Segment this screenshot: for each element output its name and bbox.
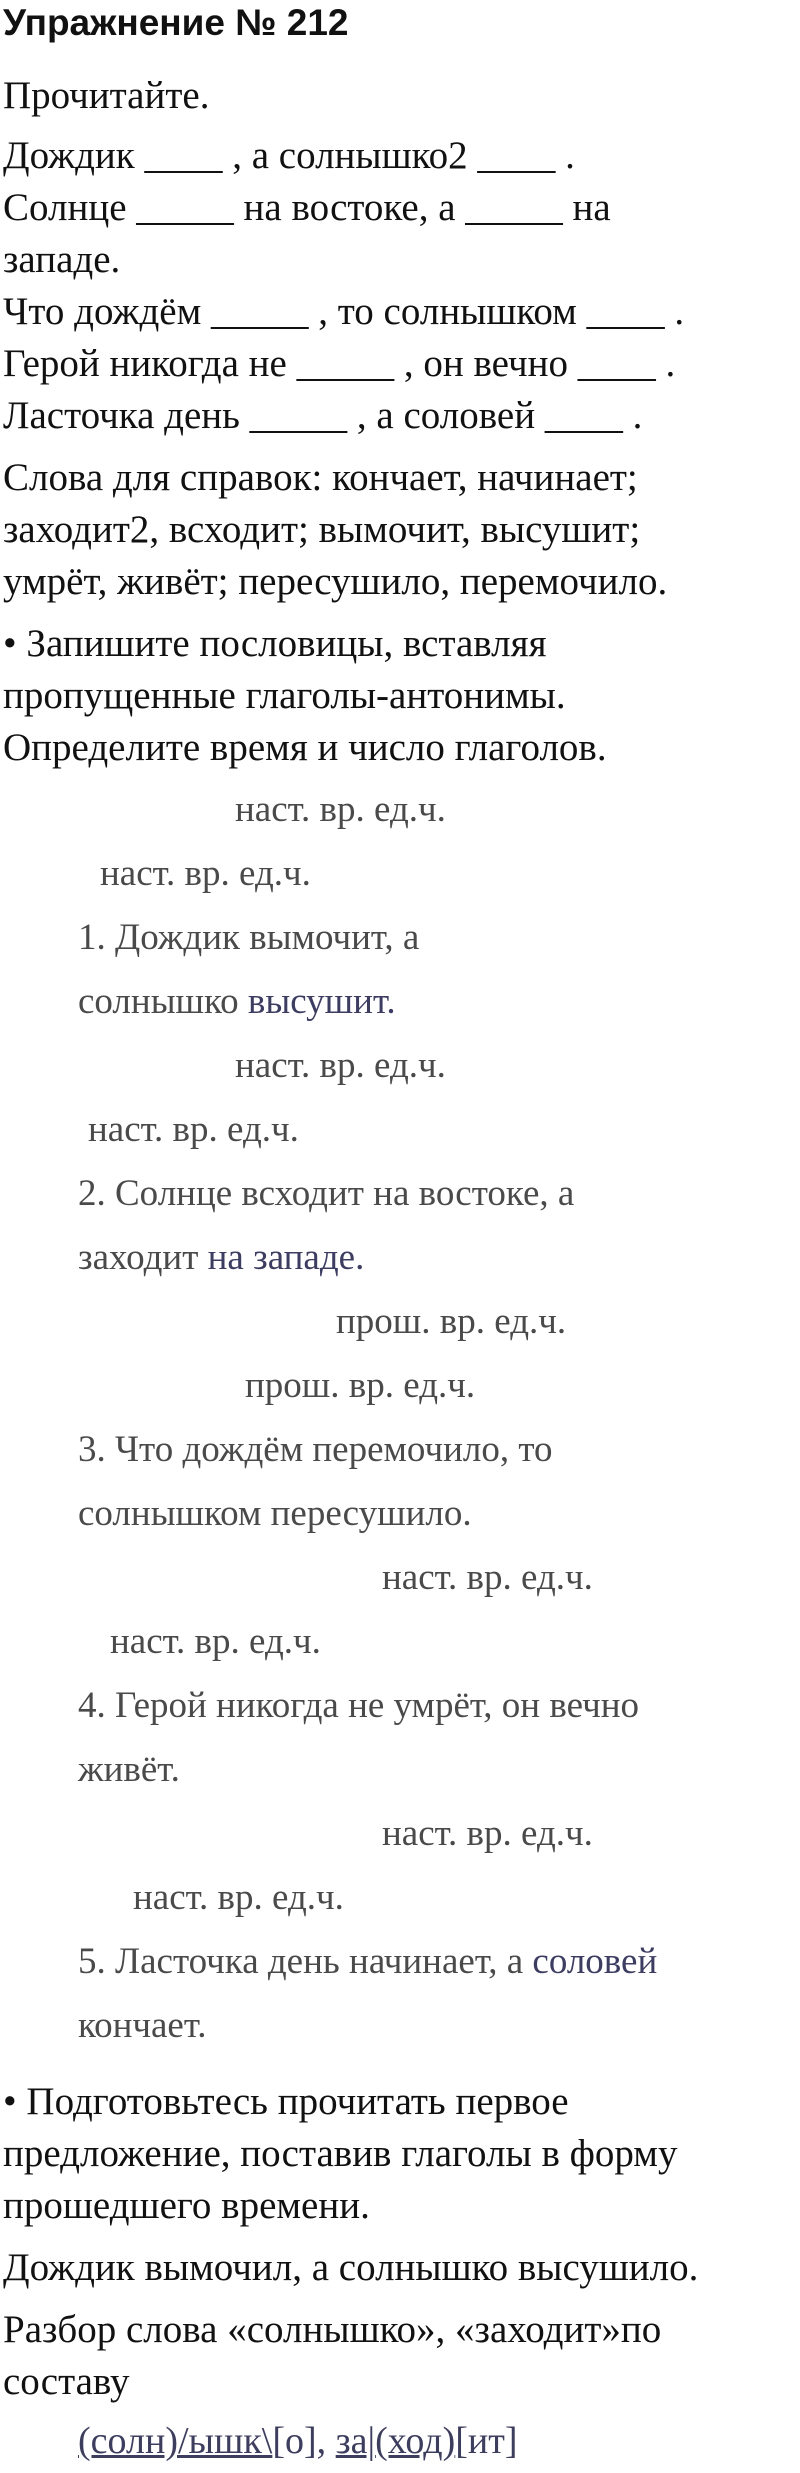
ending-mark: [ит] (455, 2420, 518, 2462)
answer-line: 4. Герой никогда не умрёт, он вечно (78, 1685, 639, 1726)
grammar-note: наст. вр. ед.ч. (100, 853, 311, 894)
grammar-note: наст. вр. ед.ч. (382, 1813, 593, 1854)
answer-line: 1. Дождик вымочит, а (78, 917, 420, 958)
morpheme-scheme (78, 2415, 518, 2467)
grammar-note: наст. вр. ед.ч. (133, 1877, 344, 1918)
answer-handwritten-text: соловей (532, 1941, 658, 1982)
answer-text: солнышко (78, 981, 248, 1022)
instruction-line: пропущенные глаголы-антонимы. (3, 674, 566, 717)
answer-line: 3. Что дождём перемочило, то (78, 1429, 553, 1470)
grammar-note: наст. вр. ед.ч. (382, 1557, 593, 1598)
grammar-note: прош. вр. ед.ч. (245, 1365, 476, 1406)
morph-instruction-line: составу (3, 2360, 130, 2403)
ending-mark: [о], (272, 2420, 327, 2462)
root-mark: (солн) (78, 2420, 178, 2462)
answer-line (78, 976, 396, 1028)
task-line: Дождик ____ , а солнышко2 ____ . (3, 134, 575, 177)
task-line: Что дождём _____ , то солнышком ____ . (3, 290, 685, 333)
answer-line: солнышком пересушило. (78, 1493, 472, 1534)
answer-line: 2. Солнце всходит на востоке, а (78, 1173, 575, 1214)
reference-line: умрёт, живёт; пересушило, перемочило. (3, 560, 668, 603)
answer-handwritten-text: на западе. (207, 1237, 365, 1278)
reference-line: Слова для справок: кончает, начинает; (3, 456, 638, 499)
task-line: западе. (3, 238, 121, 281)
intro-text: Прочитайте. (3, 74, 210, 117)
instruction-line: • Подготовьтесь прочитать первое (3, 2080, 569, 2123)
root-mark: (ход) (375, 2420, 456, 2462)
grammar-note: наст. вр. ед.ч. (235, 789, 446, 830)
instruction-line: Определите время и число глаголов. (3, 726, 607, 769)
past-tense-sentence: Дождик вымочил, а солнышко высушило. (3, 2246, 699, 2289)
answer-text: 5. Ласточка день начинает, а (78, 1941, 533, 1982)
instruction-line: прошедшего времени. (3, 2184, 370, 2227)
answer-line (78, 1232, 364, 1284)
morph-instruction-line: Разбор слова «солнышко», «заходит»по (3, 2308, 662, 2351)
exercise-title: Упражнение № 212 (3, 2, 349, 43)
answer-line (78, 1936, 657, 1988)
task-line: Ласточка день _____ , а соловей ____ . (3, 394, 643, 437)
task-line: Солнце _____ на востоке, а _____ на (3, 186, 611, 229)
suffix-mark: /ышк\ (177, 2420, 273, 2462)
grammar-note: наст. вр. ед.ч. (110, 1621, 321, 1662)
answer-line: кончает. (78, 2005, 207, 2046)
answer-handwritten-text: высушит. (247, 981, 396, 1022)
answer-line: живёт. (78, 1749, 180, 1790)
instruction-line: предложение, поставив глаголы в форму (3, 2132, 678, 2175)
grammar-note: наст. вр. ед.ч. (235, 1045, 446, 1086)
answer-text: заходит (78, 1237, 208, 1278)
instruction-line: • Запишите пословицы, вставляя (3, 622, 547, 665)
prefix-mark: за| (335, 2420, 376, 2462)
grammar-note: прош. вр. ед.ч. (336, 1301, 567, 1342)
grammar-note: наст. вр. ед.ч. (88, 1109, 299, 1150)
task-line: Герой никогда не _____ , он вечно ____ . (3, 342, 676, 385)
reference-line: заходит2, всходит; вымочит, высушит; (3, 508, 641, 551)
